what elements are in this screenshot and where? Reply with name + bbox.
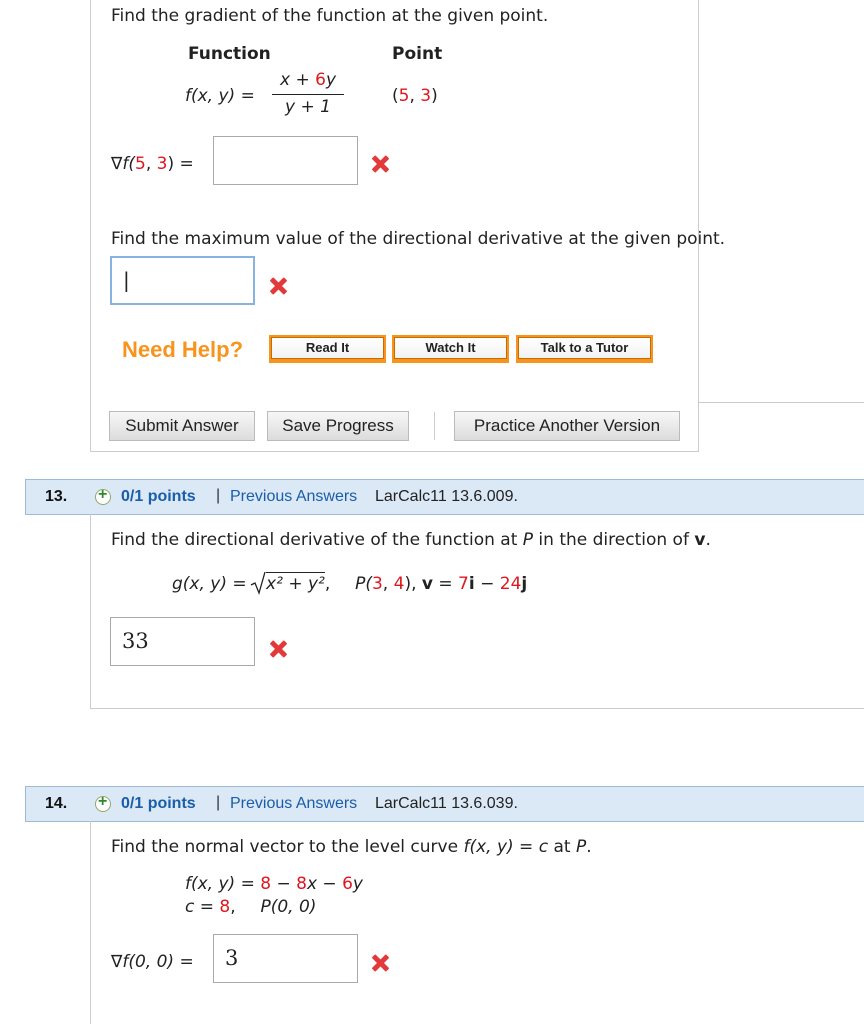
- q12-prompt-max: Find the maximum value of the directional derivative at the given point.: [111, 229, 726, 249]
- q12-max-wrong-icon: [268, 276, 288, 296]
- q13-wrong-icon: [268, 639, 288, 659]
- q14-grad-label: ∇f(0, 0) =: [111, 952, 194, 972]
- q12-tab-top: [698, 402, 864, 403]
- q12-frame-right: [698, 0, 699, 452]
- q12-function-lhs: f(x, y) =: [185, 86, 255, 106]
- q12-col-function: Function: [188, 44, 271, 64]
- q12-gradient-wrong-icon: [370, 154, 390, 174]
- q14-answer-input[interactable]: 3: [213, 934, 358, 983]
- q12-gradient-input[interactable]: [213, 136, 358, 185]
- q12-frame-left: [90, 0, 91, 452]
- q13-frame-left: [90, 514, 91, 709]
- q12-fraction-bar: [272, 94, 344, 95]
- q14-prompt: Find the normal vector to the level curve f(x, y) = c at P.: [111, 837, 592, 857]
- q14-level: c = 8, P(0, 0): [185, 897, 317, 917]
- q12-fraction: [272, 70, 344, 117]
- q14-frame-left: [90, 821, 91, 1024]
- q13-expand-icon[interactable]: [95, 489, 111, 505]
- q14-number: 14.: [45, 795, 68, 812]
- q12-denominator: y + 1: [285, 97, 331, 117]
- q14-source: LarCalc11 13.6.039.: [375, 795, 518, 812]
- need-help-label: Need Help?: [122, 337, 244, 362]
- q13-header: [25, 479, 864, 515]
- q14-header: [25, 786, 864, 822]
- q12-grad-label: ∇f(5, 3) =: [111, 154, 194, 174]
- radical-icon: [250, 570, 266, 596]
- q13-function: g(x, y) = x² + y², P(3, 4), v = 7i − 24j: [172, 574, 527, 594]
- read-it-button[interactable]: Read It: [269, 335, 386, 363]
- q12-frame-bottom: [90, 451, 698, 452]
- q14-function: f(x, y) = 8 − 8x − 6y: [185, 874, 363, 894]
- q13-frame-bottom: [90, 708, 864, 709]
- q14-expand-icon[interactable]: [95, 796, 111, 812]
- q12-col-point: Point: [392, 44, 443, 64]
- q12-numerator: x + 6y: [279, 70, 336, 90]
- q13-prompt: Find the directional derivative of the function at P in the direction of v.: [111, 530, 711, 550]
- button-divider: [434, 412, 435, 440]
- q13-points: 0/1 points: [121, 488, 196, 505]
- q14-previous-answers-link[interactable]: Previous Answers: [230, 795, 358, 812]
- q12-max-input[interactable]: |: [110, 256, 255, 305]
- q14-separator: |: [216, 794, 221, 811]
- q12-prompt-gradient: Find the gradient of the function at the given point.: [111, 6, 549, 26]
- save-progress-button[interactable]: Save Progress: [267, 411, 409, 441]
- talk-to-tutor-button[interactable]: Talk to a Tutor: [516, 335, 653, 363]
- q14-points: 0/1 points: [121, 795, 196, 812]
- q13-number: 13.: [45, 488, 68, 505]
- q14-wrong-icon: [370, 953, 390, 973]
- q13-previous-answers-link[interactable]: Previous Answers: [230, 488, 358, 505]
- watch-it-button[interactable]: Watch It: [392, 335, 509, 363]
- q13-separator: |: [216, 487, 221, 504]
- practice-another-version-button[interactable]: Practice Another Version: [454, 411, 680, 441]
- q13-source: LarCalc11 13.6.009.: [375, 488, 518, 505]
- sqrt-symbol: x² + y²: [252, 574, 325, 594]
- submit-answer-button[interactable]: Submit Answer: [109, 411, 255, 441]
- q12-point: (5, 3): [392, 86, 438, 106]
- q13-answer-input[interactable]: 33: [110, 617, 255, 666]
